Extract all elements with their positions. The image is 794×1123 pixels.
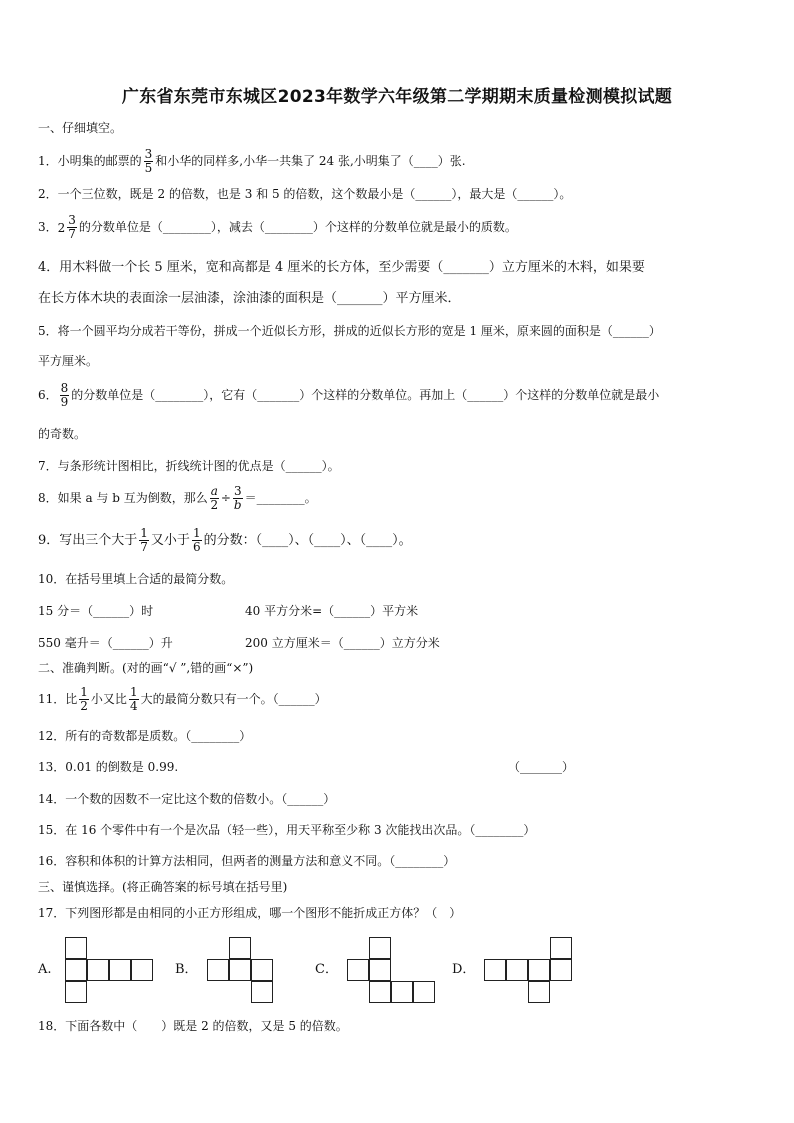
question-1-text-a: 1．小明集的邮票的: [38, 154, 142, 168]
section-3-heading: 三、谨慎选择。(将正确答案的标号填在括号里): [38, 880, 288, 894]
question-3: [38, 214, 517, 241]
question-4-line-1: 4．用木料做一个长 5 厘米，宽和高都是 4 厘米的长方体，至少需要（_______）立方厘米的木料，如果要: [38, 260, 645, 275]
question-9: [38, 527, 412, 554]
question-8-text-a: 8．如果 a 与 b 互为倒数，那么: [38, 491, 208, 505]
question-1: [38, 148, 466, 175]
question-18: 18．下面各数中（ ）既是 2 的倍数，又是 5 的倍数。: [38, 1019, 348, 1033]
fraction-a-2: $\frac{a}{2}$: [210, 484, 219, 512]
question-5-line-1: 5．将一个圆平均分成若干等份，拼成一个近似长方形，拼成的近似长方形的宽是 1 厘米，原来圆的面积是（______）: [38, 324, 661, 338]
question-3-text: 的分数单位是（________），减去（________）个这样的分数单位就是最小的质数。: [78, 220, 517, 234]
question-17-stem: 17．下列图形都是由相同的小正方形组成，哪一个图形不能折成正方体？（ ）: [38, 906, 462, 920]
question-16: 16．容积和体积的计算方法相同，但两者的测量方法和意义不同。（________）: [38, 854, 456, 868]
question-6-line-2: 的奇数。: [38, 427, 87, 441]
question-13: 13．0.01 的倒数是 0.99.: [38, 760, 179, 774]
question-6-text: 的分数单位是（________），它有（_______）个这样的分数单位。再加上（______）个这样的分数单位就是最小: [71, 388, 660, 402]
fraction-3-7: $\frac{3}{7}$: [68, 213, 76, 241]
question-4-line-2: 在长方体木块的表面涂一层油漆，涂油漆的面积是（_______）平方厘米．: [38, 291, 461, 306]
question-9-text-a: 9．写出三个大于: [38, 533, 138, 548]
option-b-label: B．: [175, 962, 198, 977]
question-11-text-a: 11．比: [38, 692, 78, 706]
question-13-blank: （_______）: [508, 760, 575, 774]
fraction-1-2: $\frac{1}{2}$: [80, 685, 88, 713]
question-11-text-mid: 小又比: [90, 692, 127, 706]
question-9-text-mid: 又小于: [150, 533, 190, 548]
question-14: 14．一个数的因数不一定比这个数的倍数小。（______）: [38, 792, 336, 806]
question-6-line-1: [38, 382, 659, 409]
question-12: 12．所有的奇数都是质数。（________）: [38, 729, 252, 743]
question-11: [38, 686, 327, 713]
section-2-heading: 二、准确判断。(对的画“√ ”,错的画“×”): [38, 661, 254, 675]
question-15: 15．在 16 个零件中有一个是次品（轻一些），用天平称至少称 3 次能找出次品。（________）: [38, 823, 536, 837]
question-10-item-3: 550 毫升＝（______）升: [38, 636, 173, 650]
question-6-number: 6．: [38, 388, 58, 402]
divide-sign: ÷: [220, 491, 231, 505]
question-2: 2．一个三位数，既是 2 的倍数，也是 3 和 5 的倍数，这个数最小是（______），最大是（______）。: [38, 187, 572, 201]
question-5-line-2: 平方厘米。: [38, 354, 99, 368]
fraction-1-6: $\frac{1}{6}$: [192, 526, 201, 554]
question-8: [38, 485, 317, 512]
question-10-stem: 10．在括号里填上合适的最简分数。: [38, 572, 234, 586]
fraction-1-7: $\frac{1}{7}$: [140, 526, 148, 554]
question-7: 7．与条形统计图相比，折线统计图的优点是（______）。: [38, 459, 340, 473]
question-10-item-2: 40 平方分米=（______）平方米: [245, 604, 419, 618]
fraction-3-b: $\frac{3}{b}$: [233, 484, 242, 512]
mixed-number-integer: 2: [57, 220, 66, 235]
fraction-8-9: $\frac{8}{9}$: [60, 381, 69, 409]
option-c-label: C．: [315, 962, 338, 977]
question-10-item-1: 15 分＝（______）时: [38, 604, 154, 618]
question-9-text-b: 的分数：（____）、（____）、（____）。: [203, 533, 412, 548]
option-a-label: A.: [38, 962, 52, 977]
question-1-text-b: 和小华的同样多,小华一共集了 24 张,小明集了（____）张.: [155, 154, 466, 168]
fraction-3-5: $\frac{3}{5}$: [144, 147, 153, 175]
page-title: 广东省东莞市东城区2023年数学六年级第二学期期末质量检测模拟试题: [121, 87, 673, 107]
question-8-text-b: ＝________。: [244, 491, 317, 505]
question-3-number: 3．: [38, 220, 58, 234]
question-10-item-4: 200 立方厘米＝（______）立方分米: [245, 636, 440, 650]
fraction-1-4: $\frac{1}{4}$: [129, 685, 138, 713]
option-d-label: D．: [452, 962, 476, 977]
section-1-heading: 一、仔细填空。: [38, 121, 123, 135]
question-11-text-b: 大的最简分数只有一个。（______）: [140, 692, 327, 706]
